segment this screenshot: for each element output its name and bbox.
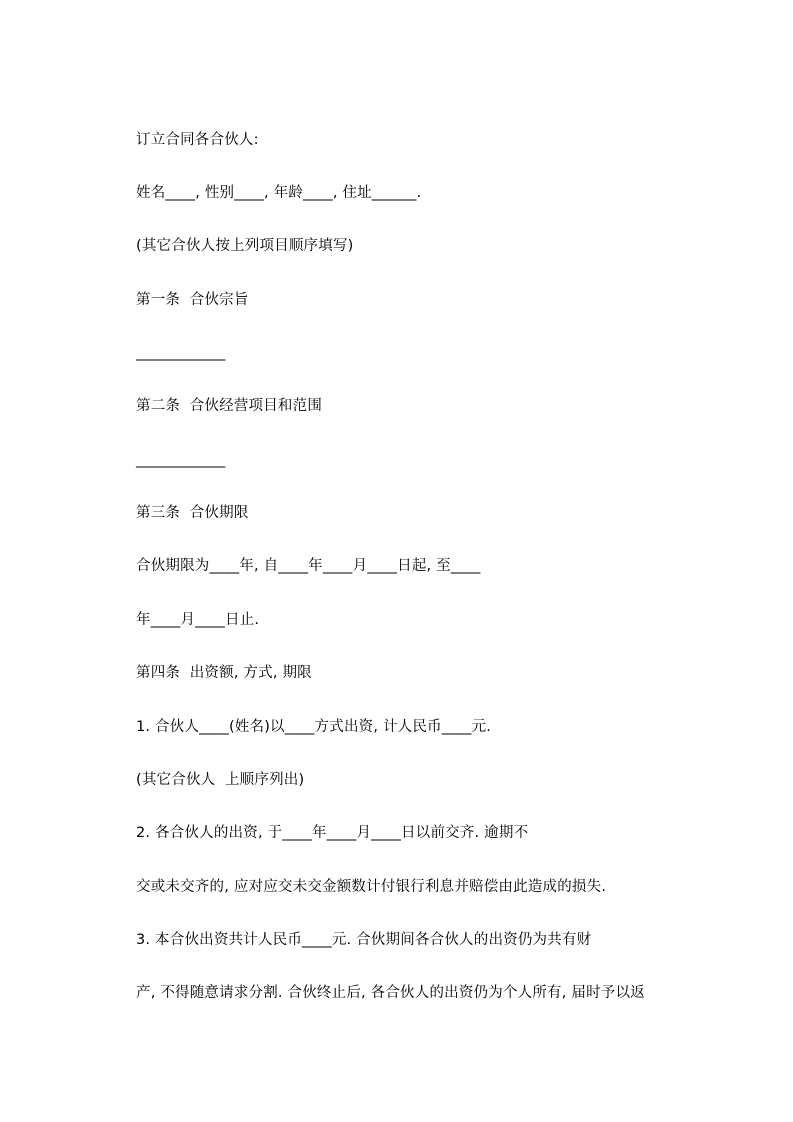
contribution-clause-3-line-1: 3. 本合伙出资共计人民币____元. 合伙期间各合伙人的出资仍为共有财 bbox=[136, 932, 592, 948]
contribution-clause-3-line-2: 产, 不得随意请求分割. 合伙终止后, 各合伙人的出资仍为个人所有, 届时予以返 bbox=[136, 985, 645, 1001]
article-2-blank: ____________ bbox=[136, 452, 226, 468]
article-1-blank: ____________ bbox=[136, 345, 226, 361]
other-partners-order-note: (其它合伙人 上顺序列出) bbox=[136, 772, 305, 788]
article-3-heading: 第三条 合伙期限 bbox=[136, 505, 249, 521]
term-line-1: 合伙期限为____年, 自____年____月____日起, 至____ bbox=[136, 558, 481, 574]
article-1-heading: 第一条 合伙宗旨 bbox=[136, 292, 249, 308]
contribution-clause-1: 1. 合伙人____(姓名)以____方式出资, 计人民币____元. bbox=[136, 719, 492, 735]
contribution-clause-2-line-1: 2. 各合伙人的出资, 于____年____月____日以前交齐. 逾期不 bbox=[136, 825, 529, 841]
party-info-line: 姓名____, 性别____, 年龄____, 住址______. bbox=[136, 185, 422, 201]
other-partners-note: (其它合伙人按上列项目顺序填写) bbox=[136, 238, 354, 254]
contribution-clause-2-line-2: 交或未交齐的, 应对应交未交金额数计付银行利息并赔偿由此造成的损失. bbox=[136, 879, 607, 895]
term-line-2: 年____月____日止. bbox=[136, 612, 260, 628]
parties-heading: 订立合同各合伙人: bbox=[136, 132, 259, 148]
article-2-heading: 第二条 合伙经营项目和范围 bbox=[136, 398, 323, 414]
article-4-heading: 第四条 出资额, 方式, 期限 bbox=[136, 665, 312, 681]
